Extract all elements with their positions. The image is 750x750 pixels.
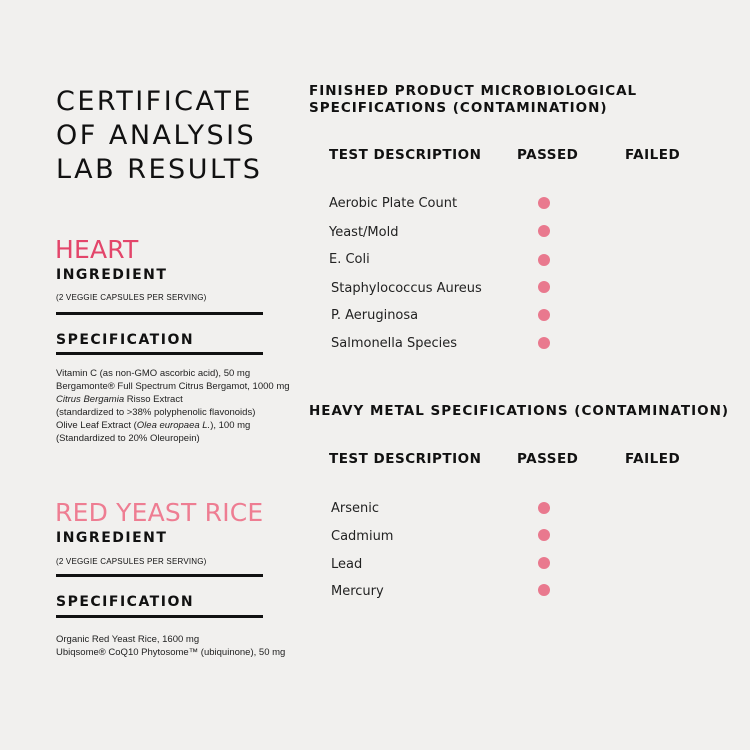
heart-specification-label: SPECIFICATION [56,332,195,348]
heart-spec-line [56,393,290,406]
heart-divider-2 [56,352,263,355]
heart-spec-line: Bergamonte® Full Spectrum Citrus Bergamot, 1000 mg [56,381,290,392]
micro-passed-dot [538,309,550,321]
red-yeast-specification-label: SPECIFICATION [56,594,195,610]
micro-passed-dot [538,337,550,349]
metal-header-passed: PASSED [517,451,579,467]
product-name-heart: HEART [55,235,139,264]
micro-header-failed: FAILED [625,147,681,163]
micro-row-test: Salmonella Species [331,336,458,351]
heart-spec-fragment: ), 100 mg [210,420,251,431]
heart-spec-fragment: Olive Leaf Extract ( [56,420,137,431]
heart-spec-line: Vitamin C (as non-GMO ascorbic acid), 50 mg [56,368,251,379]
product-name-red-yeast-rice: RED YEAST RICE [55,498,264,527]
micro-passed-dot [538,281,550,293]
heart-divider-1 [56,312,263,315]
red-yeast-divider-1 [56,574,263,577]
metal-row-test: Cadmium [331,529,394,544]
heart-spec-italic: Olea europaea L. [136,420,211,431]
heart-spec-line: (standardized to >38% polyphenolic flavonoids) [56,407,256,418]
metal-row-test: Mercury [331,584,384,599]
title-line-2: OF ANALYSIS [56,120,257,151]
metal-passed-dot [538,584,550,596]
micro-passed-dot [538,225,550,237]
micro-row-test: Staphylococcus Aureus [331,281,482,296]
micro-row-test: Yeast/Mold [329,225,399,240]
red-yeast-spec-line: Organic Red Yeast Rice, 1600 mg [56,634,200,645]
micro-passed-dot [538,254,550,266]
micro-header-passed: PASSED [517,147,579,163]
metal-passed-dot [538,502,550,514]
heart-ingredient-label: INGREDIENT [56,267,168,283]
micro-header-description: TEST DESCRIPTION [329,147,482,163]
heart-spec-fragment: Risso Extract [124,394,183,405]
heart-spec-list [56,367,290,445]
red-yeast-serving-note: (2 VEGGIE CAPSULES PER SERVING) [56,557,207,566]
red-yeast-ingredient-label: INGREDIENT [56,530,168,546]
red-yeast-spec-line: Ubiqsome® CoQ10 Phytosome™ (ubiquinone), 50 mg [56,647,286,658]
metal-row-test: Lead [331,557,363,572]
heart-spec-italic: Citrus Bergamia [56,394,125,405]
metal-table-title: HEAVY METAL SPECIFICATIONS (CONTAMINATION) [309,403,730,419]
metal-header-failed: FAILED [625,451,681,467]
metal-passed-dot [538,529,550,541]
heart-spec-line: (Standardized to 20% Oleuropein) [56,433,200,444]
micro-row-test: Aerobic Plate Count [329,196,458,211]
micro-row-test: E. Coli [329,252,370,267]
title-line-1: CERTIFICATE [56,86,253,117]
micro-passed-dot [538,197,550,209]
metal-passed-dot [538,557,550,569]
micro-title-line: FINISHED PRODUCT MICROBIOLOGICAL [309,83,638,99]
page-title [56,85,262,187]
title-line-3: LAB RESULTS [56,154,263,185]
metal-header-description: TEST DESCRIPTION [329,451,482,467]
micro-table-title [309,83,637,117]
micro-title-line: SPECIFICATIONS (CONTAMINATION) [309,100,608,116]
heart-serving-note: (2 VEGGIE CAPSULES PER SERVING) [56,293,207,302]
metal-row-test: Arsenic [331,501,380,516]
red-yeast-divider-2 [56,615,263,618]
heart-spec-line [56,419,290,432]
micro-row-test: P. Aeruginosa [331,308,419,323]
red-yeast-spec-list [56,633,285,659]
